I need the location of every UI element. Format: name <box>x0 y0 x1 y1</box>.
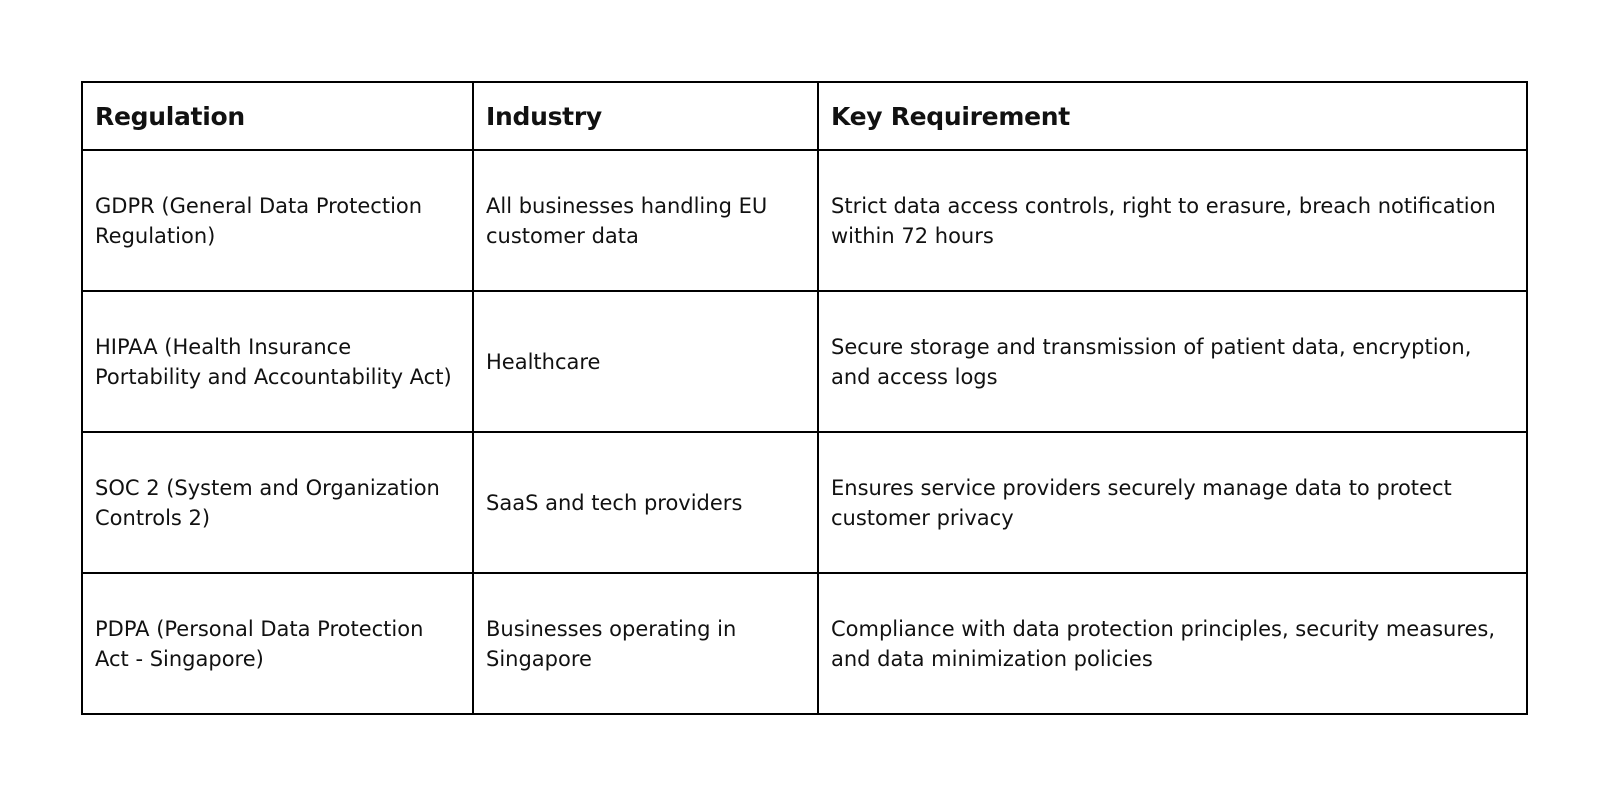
regulations-table <box>81 81 1528 715</box>
table-body <box>82 150 1527 714</box>
table-row <box>82 150 1527 291</box>
cell-key-requirement: Compliance with data protection principles, security measures, and data minimization policies <box>818 573 1527 714</box>
header-industry: Industry <box>473 82 818 150</box>
cell-regulation: HIPAA (Health Insurance Portability and Accountability Act) <box>82 291 473 432</box>
regulations-table-container <box>81 81 1526 715</box>
table-row <box>82 432 1527 573</box>
cell-key-requirement: Strict data access controls, right to erasure, breach notification within 72 hours <box>818 150 1527 291</box>
cell-regulation: GDPR (General Data Protection Regulation) <box>82 150 473 291</box>
table-row <box>82 573 1527 714</box>
header-regulation: Regulation <box>82 82 473 150</box>
cell-industry: Businesses operating in Singapore <box>473 573 818 714</box>
cell-industry: Healthcare <box>473 291 818 432</box>
header-row <box>82 82 1527 150</box>
cell-industry: SaaS and tech providers <box>473 432 818 573</box>
cell-key-requirement: Ensures service providers securely manage data to protect customer privacy <box>818 432 1527 573</box>
cell-regulation: SOC 2 (System and Organization Controls 2) <box>82 432 473 573</box>
cell-industry: All businesses handling EU customer data <box>473 150 818 291</box>
header-key-requirement: Key Requirement <box>818 82 1527 150</box>
table-header <box>82 82 1527 150</box>
cell-regulation: PDPA (Personal Data Protection Act - Singapore) <box>82 573 473 714</box>
cell-key-requirement: Secure storage and transmission of patient data, encryption, and access logs <box>818 291 1527 432</box>
table-row <box>82 291 1527 432</box>
